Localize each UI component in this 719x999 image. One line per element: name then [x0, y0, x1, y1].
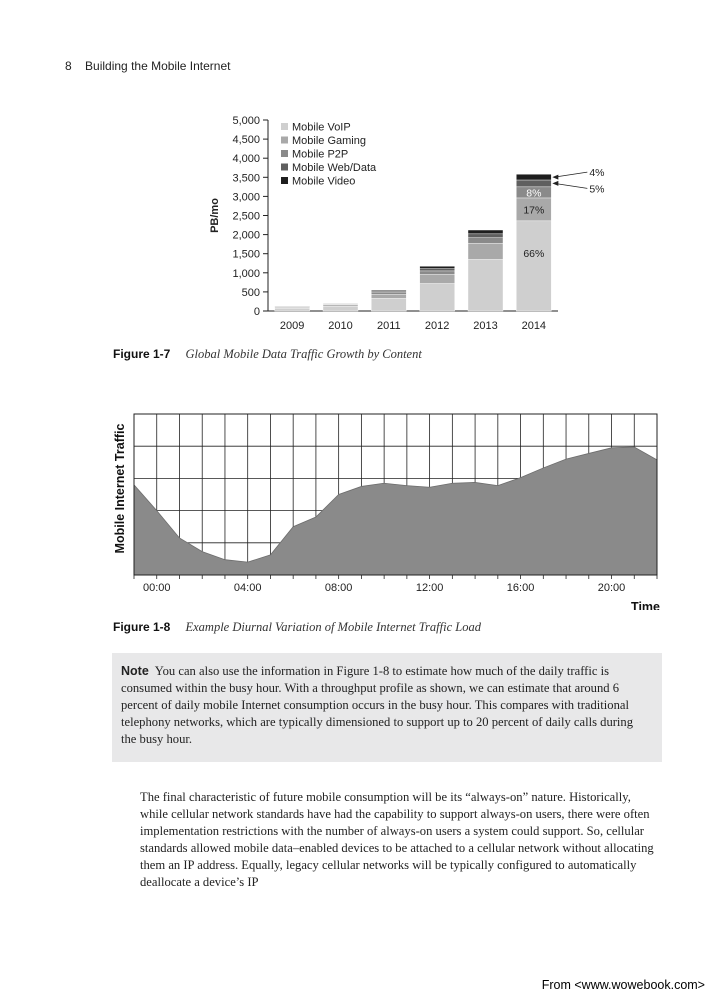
legend-label: Mobile P2P [292, 148, 349, 161]
legend-swatch [281, 177, 288, 184]
bar-segment [468, 259, 503, 311]
data-label: 8% [526, 187, 542, 200]
legend-label: Mobile VoIP [292, 121, 351, 134]
callout-arrow [552, 175, 558, 180]
bar-segment [468, 234, 503, 238]
note-box [112, 653, 662, 762]
bar-segment [516, 180, 551, 187]
diurnal-traffic-chart [108, 385, 668, 610]
y-tick-label: 0 [253, 306, 260, 318]
bar-segment [516, 174, 551, 180]
legend-label: Mobile Web/Data [292, 162, 377, 174]
traffic-area [134, 447, 657, 575]
bar-segment [516, 221, 551, 311]
figure-1-8-title: Example Diurnal Variation of Mobile Internet Traffic Load [185, 620, 481, 634]
x-tick-label: 08:00 [324, 582, 353, 594]
x-tick-label: 12:00 [415, 582, 444, 594]
figure-1-8-number: Figure 1-8 [113, 620, 171, 634]
bar-segment [323, 305, 358, 307]
y-tick-label: 1,000 [232, 267, 260, 280]
running-title: Building the Mobile Internet [85, 59, 231, 73]
x-tick-label: 20:00 [597, 582, 626, 594]
legend-label: Mobile Video [292, 175, 356, 188]
callout-arrow [552, 181, 558, 186]
bar-segment [420, 283, 455, 311]
legend-label: Mobile Gaming [292, 135, 366, 147]
y-tick-label: 4,500 [232, 134, 260, 147]
figure-1-7-number: Figure 1-7 [113, 347, 171, 361]
y-axis-label: PB/mo [209, 198, 221, 233]
x-tick-label: 2011 [377, 320, 401, 332]
running-header [65, 59, 230, 73]
figure-1-8-caption [113, 620, 481, 635]
y-tick-label: 1,500 [232, 248, 260, 261]
bar-segment [371, 290, 406, 291]
page-number: 8 [65, 59, 72, 73]
bar-segment [468, 230, 503, 234]
bar-segment [371, 293, 406, 295]
callout-line [554, 172, 587, 177]
bar-segment [468, 238, 503, 244]
bar-segment [323, 304, 358, 305]
data-label: 17% [523, 204, 545, 217]
x-tick-label: 2010 [328, 320, 353, 332]
legend-swatch [281, 137, 288, 144]
y-tick-label: 4,000 [232, 153, 260, 166]
data-label: 66% [523, 247, 545, 260]
body-paragraph: The final characteristic of future mobile consumption will be its “always-on” nature. Historically, while cellular network standards have had the capability to support always-on users, there were often implementation restrictions with the number of always-on users a system could support. So, cellular standards allowed mobile data–enabled devices to be attached to a cellular network without allocating them an IP address. Equally, legacy cellular networks will be typically configured to automatically deallocate a device’s IP [140, 790, 654, 889]
bar-segment [371, 294, 406, 298]
x-tick-label: 2012 [424, 320, 450, 332]
note-label: Note [121, 664, 149, 678]
legend-swatch [281, 150, 288, 157]
y-tick-label: 3,000 [232, 191, 260, 204]
traffic-by-content-chart [198, 112, 628, 342]
note-text: You can also use the information in Figure 1-8 to estimate how much of the daily traffic is consumed within the busy hour. With a throughput profile as shown, we can estimate that around 6 percent of daily mobile Internet consumption occurs in the busy hour. This compares with traditional telephony networks, which are typically dimensioned to support up to 20 percent of daily calls during the busy hour. [121, 664, 634, 746]
bar-segment [275, 306, 310, 307]
legend-swatch [281, 123, 288, 130]
x-tick-label: 2009 [279, 320, 305, 332]
x-axis-label: Time [631, 600, 660, 610]
data-label: 5% [589, 183, 605, 196]
figure-1-7-title: Global Mobile Data Traffic Growth by Content [185, 347, 422, 361]
legend-swatch [281, 164, 288, 171]
note-content [121, 663, 651, 748]
x-tick-label: 16:00 [506, 582, 535, 594]
callout-line [554, 183, 587, 188]
bar-segment [420, 274, 455, 283]
x-tick-label: 2013 [473, 320, 498, 332]
y-tick-label: 2,000 [232, 229, 260, 242]
y-tick-label: 2,500 [232, 210, 260, 223]
bar-segment [275, 308, 310, 311]
bar-segment [420, 269, 455, 271]
bar-segment [468, 243, 503, 259]
x-tick-label: 00:00 [142, 582, 171, 594]
x-tick-label: 04:00 [233, 582, 262, 594]
bar-segment [323, 306, 358, 311]
y-axis-label: Mobile Internet Traffic [113, 423, 127, 554]
y-tick-label: 500 [241, 286, 260, 299]
y-tick-label: 5,000 [232, 115, 260, 127]
x-tick-label: 2014 [521, 320, 547, 332]
bar-segment [371, 298, 406, 311]
footer-source: From <www.wowebook.com> [541, 978, 705, 992]
figure-1-7-caption [113, 347, 422, 362]
y-tick-label: 3,500 [232, 172, 260, 185]
bar-segment [420, 266, 455, 268]
data-label: 4% [589, 167, 605, 180]
bar-segment [420, 271, 455, 274]
